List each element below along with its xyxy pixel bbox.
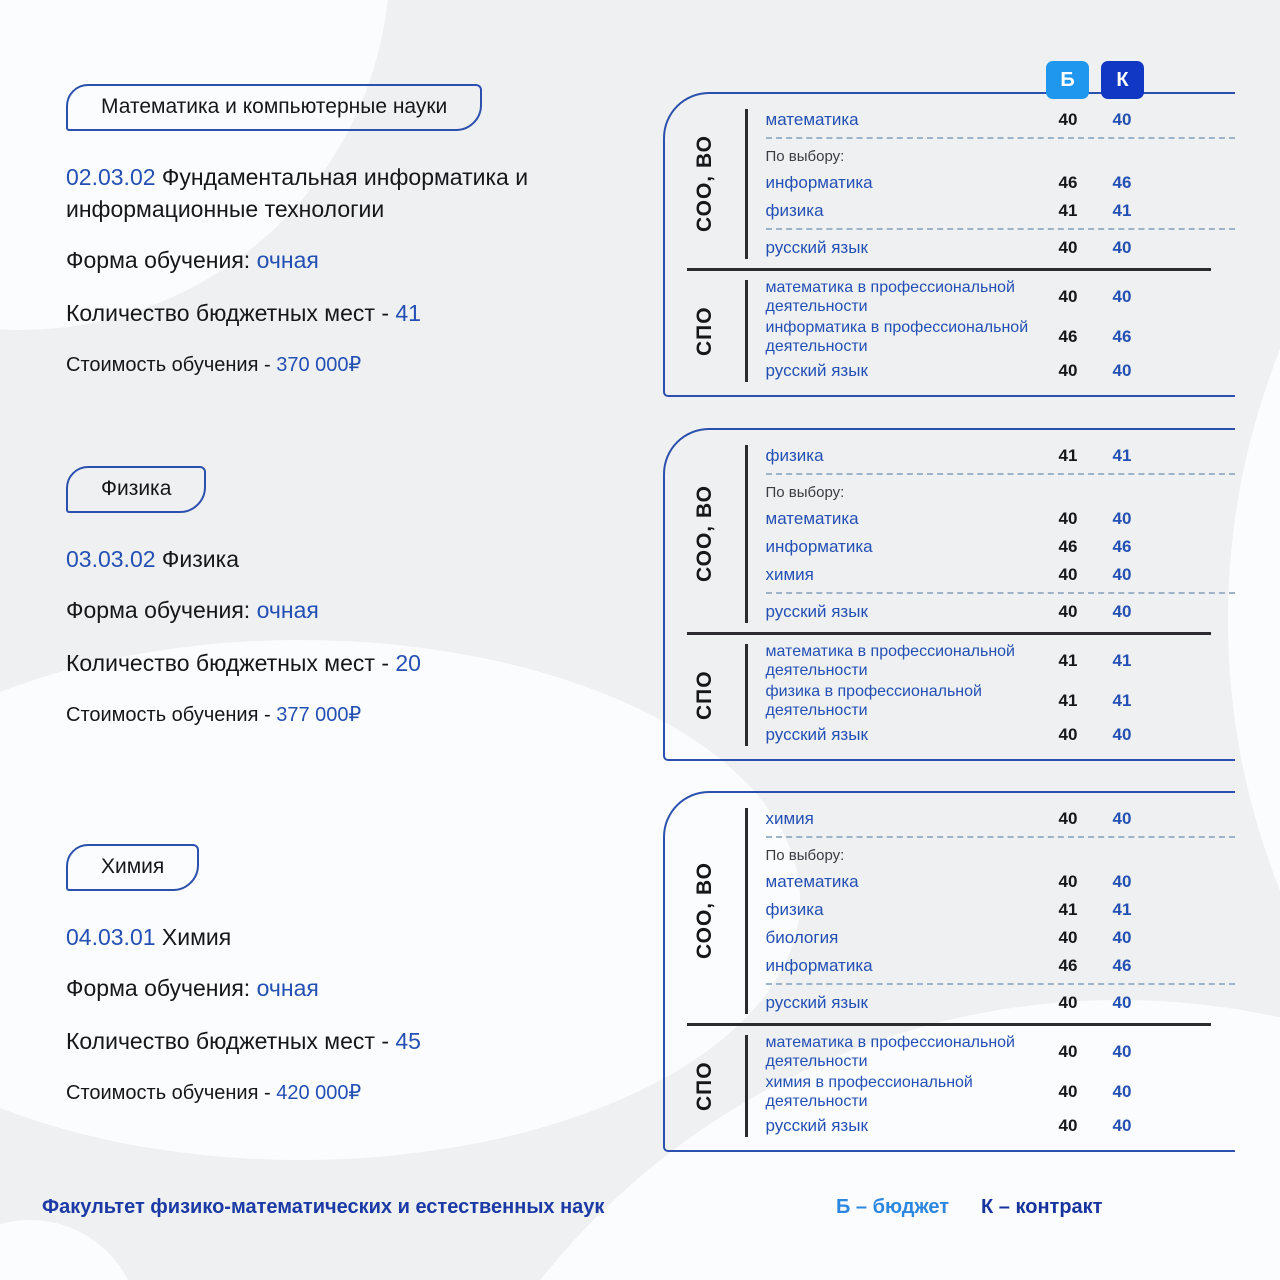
column-header-budget — [1046, 61, 1089, 99]
budget-seats-label: Количество бюджетных мест - — [66, 650, 389, 676]
budget-score: 46 — [1058, 173, 1078, 192]
budget-score: 40 — [1058, 1115, 1078, 1135]
study-form-line — [66, 247, 638, 274]
subject-name: физика — [765, 900, 824, 919]
subject-name: русский язык — [765, 1115, 868, 1135]
budget-score: 40 — [1058, 287, 1078, 306]
dashed-separator — [766, 983, 1236, 985]
subject-name: русский язык — [765, 724, 868, 744]
budget-score: 41 — [1058, 691, 1078, 710]
score-row — [766, 234, 1236, 262]
study-form-value: очная — [256, 597, 319, 623]
budget-score: 40 — [1058, 565, 1078, 584]
budget-score: 41 — [1058, 201, 1078, 220]
subject-name: математика — [765, 509, 859, 528]
budget-score: 40 — [1058, 872, 1078, 891]
contract-score: 40 — [1112, 238, 1132, 257]
program-name: Физика — [161, 546, 240, 572]
budget-seats-line — [66, 1028, 638, 1055]
score-row — [766, 805, 1236, 833]
contract-score: 40 — [1112, 724, 1132, 744]
subject-name: русский язык — [765, 993, 868, 1012]
section-spo — [665, 277, 1235, 385]
section-separator — [687, 632, 1211, 635]
faculty-name: Факультет физико-математических и естественных наук — [42, 1196, 605, 1218]
subject-name: биология — [765, 928, 839, 947]
score-row — [766, 868, 1236, 896]
budget-seats-line — [66, 650, 638, 677]
contract-score: 40 — [1112, 809, 1132, 828]
study-form-value: очная — [256, 975, 319, 1001]
contract-score: 40 — [1112, 602, 1132, 621]
score-row — [766, 1112, 1236, 1140]
contract-score: 41 — [1112, 651, 1132, 670]
subject-name: химия в профессиональной деятельности — [765, 1073, 973, 1110]
study-form-label: Форма обучения: — [66, 975, 251, 1001]
study-form-label: Форма обучения: — [66, 597, 251, 623]
subject-name: математика — [765, 110, 859, 129]
budget-score: 41 — [1058, 446, 1078, 465]
contract-score: 46 — [1112, 537, 1132, 556]
legend-contract: К – контракт — [981, 1196, 1103, 1218]
dashed-separator — [766, 592, 1236, 594]
program-block-chemistry — [66, 844, 638, 1105]
tuition-label: Стоимость обучения - — [66, 704, 271, 726]
section-separator — [687, 1023, 1211, 1026]
category-label: Математика и компьютерные науки — [101, 95, 448, 118]
budget-score: 41 — [1058, 900, 1078, 919]
section-separator — [687, 268, 1211, 271]
budget-score: 40 — [1058, 928, 1078, 947]
score-row — [766, 952, 1236, 980]
contract-score: 46 — [1112, 956, 1132, 975]
score-row — [766, 317, 1236, 357]
budget-seats-value: 41 — [395, 300, 421, 326]
dashed-separator — [766, 137, 1236, 139]
contract-score: 40 — [1112, 287, 1132, 306]
score-row — [766, 533, 1236, 561]
category-label: Физика — [101, 477, 172, 500]
program-code: 02.03.02 — [66, 164, 156, 190]
subject-name: химия — [765, 809, 814, 828]
program-name: Фундаментальная информатика и информационные технологии — [66, 164, 529, 222]
score-row — [766, 1072, 1236, 1112]
dashed-separator — [766, 228, 1236, 230]
contract-score: 40 — [1112, 872, 1132, 891]
choice-note: По выбору: — [765, 147, 845, 165]
subject-name: математика — [765, 872, 859, 891]
spo-rows — [748, 1032, 1236, 1140]
subject-name: русский язык — [765, 238, 868, 257]
score-row — [766, 561, 1236, 589]
subject-name: информатика — [765, 173, 873, 192]
score-row — [766, 681, 1236, 721]
spo-rows — [748, 641, 1236, 749]
score-row — [766, 641, 1236, 681]
section-soo-vo — [665, 805, 1235, 1017]
tuition-line — [66, 1081, 638, 1105]
program-title — [66, 543, 611, 575]
contract-score: 40 — [1112, 509, 1132, 528]
program-name: Химия — [161, 924, 232, 950]
section-spo — [665, 641, 1235, 749]
score-row — [766, 721, 1236, 749]
score-row — [766, 598, 1236, 626]
budget-score: 40 — [1058, 1042, 1078, 1061]
soo-rows — [748, 106, 1236, 262]
budget-score: 40 — [1058, 809, 1078, 828]
budget-score: 46 — [1058, 327, 1078, 346]
contract-score: 40 — [1112, 993, 1132, 1012]
section-label-soo-vo: СОО, ВО — [693, 135, 716, 233]
category-badge — [66, 466, 206, 513]
budget-seats-label: Количество бюджетных мест - — [66, 1028, 389, 1054]
budget-seats-line — [66, 300, 638, 327]
section-label-spo: СПО — [693, 669, 716, 720]
budget-score: 40 — [1058, 360, 1078, 380]
contract-score: 46 — [1112, 173, 1132, 192]
contract-header-letter: К — [1116, 68, 1129, 91]
budget-seats-value: 20 — [395, 650, 421, 676]
bg-swoosh-bottom-left-corner — [0, 1220, 140, 1280]
subject-name: химия — [765, 565, 814, 584]
score-row — [766, 924, 1236, 952]
score-row — [766, 197, 1236, 225]
tuition-value: 370 000₽ — [276, 354, 362, 376]
study-form-line — [66, 597, 638, 624]
legend — [836, 1196, 1102, 1219]
score-row — [766, 505, 1236, 533]
budget-score: 41 — [1058, 651, 1078, 670]
section-soo-vo — [665, 106, 1235, 262]
tuition-label: Стоимость обучения - — [66, 354, 271, 376]
tuition-value: 420 000₽ — [276, 1082, 362, 1104]
subject-name: информатика в профессиональной деятельности — [765, 318, 1029, 355]
contract-score: 41 — [1112, 691, 1132, 710]
tuition-label: Стоимость обучения - — [66, 1082, 271, 1104]
contract-score: 40 — [1112, 565, 1132, 584]
score-row — [766, 106, 1236, 134]
subject-name: физика — [765, 446, 824, 465]
subject-name: информатика — [765, 956, 873, 975]
program-title — [66, 921, 611, 953]
program-code: 04.03.01 — [66, 924, 156, 950]
tuition-line — [66, 703, 638, 727]
budget-seats-label: Количество бюджетных мест - — [66, 300, 389, 326]
score-row — [766, 277, 1236, 317]
section-label-soo-vo: СОО, ВО — [693, 862, 716, 960]
section-label-spo: СПО — [693, 305, 716, 356]
dashed-separator — [766, 836, 1236, 838]
budget-seats-value: 45 — [395, 1028, 421, 1054]
budget-score: 46 — [1058, 537, 1078, 556]
scores-table-chemistry — [663, 791, 1235, 1152]
subject-name: русский язык — [765, 602, 868, 621]
section-soo-vo — [665, 442, 1235, 626]
subject-name: математика в профессиональной деятельности — [765, 642, 1015, 679]
section-label-soo-vo: СОО, ВО — [693, 485, 716, 583]
tuition-line — [66, 353, 638, 377]
section-spo — [665, 1032, 1235, 1140]
spo-rows — [748, 277, 1236, 385]
contract-score: 40 — [1112, 928, 1132, 947]
subject-name: математика в профессиональной деятельности — [765, 278, 1015, 315]
budget-score: 40 — [1058, 110, 1078, 129]
contract-score: 40 — [1112, 360, 1132, 380]
section-label-spo: СПО — [693, 1060, 716, 1111]
study-form-value: очная — [256, 247, 319, 273]
category-badge — [66, 84, 482, 131]
budget-score: 40 — [1058, 724, 1078, 744]
legend-budget: Б – бюджет — [836, 1196, 950, 1218]
budget-score: 40 — [1058, 1082, 1078, 1101]
contract-score: 41 — [1112, 900, 1132, 919]
score-row — [766, 896, 1236, 924]
choice-note: По выбору: — [765, 846, 845, 864]
study-form-label: Форма обучения: — [66, 247, 251, 273]
subject-name: русский язык — [765, 360, 868, 380]
contract-score: 40 — [1112, 110, 1132, 129]
category-label: Химия — [101, 855, 165, 878]
category-badge — [66, 844, 199, 891]
budget-score: 40 — [1058, 509, 1078, 528]
soo-rows — [748, 805, 1236, 1017]
column-header-contract — [1101, 61, 1144, 99]
contract-score: 41 — [1112, 201, 1132, 220]
choice-note: По выбору: — [765, 483, 845, 501]
scores-table-math-cs — [663, 92, 1235, 397]
contract-score: 40 — [1112, 1042, 1132, 1061]
subject-name: информатика — [765, 537, 873, 556]
tuition-value: 377 000₽ — [276, 704, 362, 726]
soo-rows — [748, 442, 1236, 626]
contract-score: 41 — [1112, 446, 1132, 465]
budget-score: 40 — [1058, 993, 1078, 1012]
budget-header-letter: Б — [1060, 68, 1075, 91]
score-row — [766, 442, 1236, 470]
contract-score: 40 — [1112, 1082, 1132, 1101]
program-code: 03.03.02 — [66, 546, 156, 572]
program-block-physics — [66, 466, 638, 727]
score-row — [766, 989, 1236, 1017]
score-row — [766, 357, 1236, 385]
budget-score: 40 — [1058, 238, 1078, 257]
subject-name: физика — [765, 201, 824, 220]
contract-score: 40 — [1112, 1115, 1132, 1135]
study-form-line — [66, 975, 638, 1002]
budget-score: 40 — [1058, 602, 1078, 621]
subject-name: физика в профессиональной деятельности — [765, 682, 982, 719]
contract-score: 46 — [1112, 327, 1132, 346]
score-row — [766, 169, 1236, 197]
subject-name: математика в профессиональной деятельности — [765, 1033, 1015, 1070]
dashed-separator — [766, 473, 1236, 475]
program-block-math-cs — [66, 84, 638, 377]
budget-score: 46 — [1058, 956, 1078, 975]
scores-table-physics — [663, 428, 1235, 761]
program-title — [66, 161, 611, 225]
score-row — [766, 1032, 1236, 1072]
